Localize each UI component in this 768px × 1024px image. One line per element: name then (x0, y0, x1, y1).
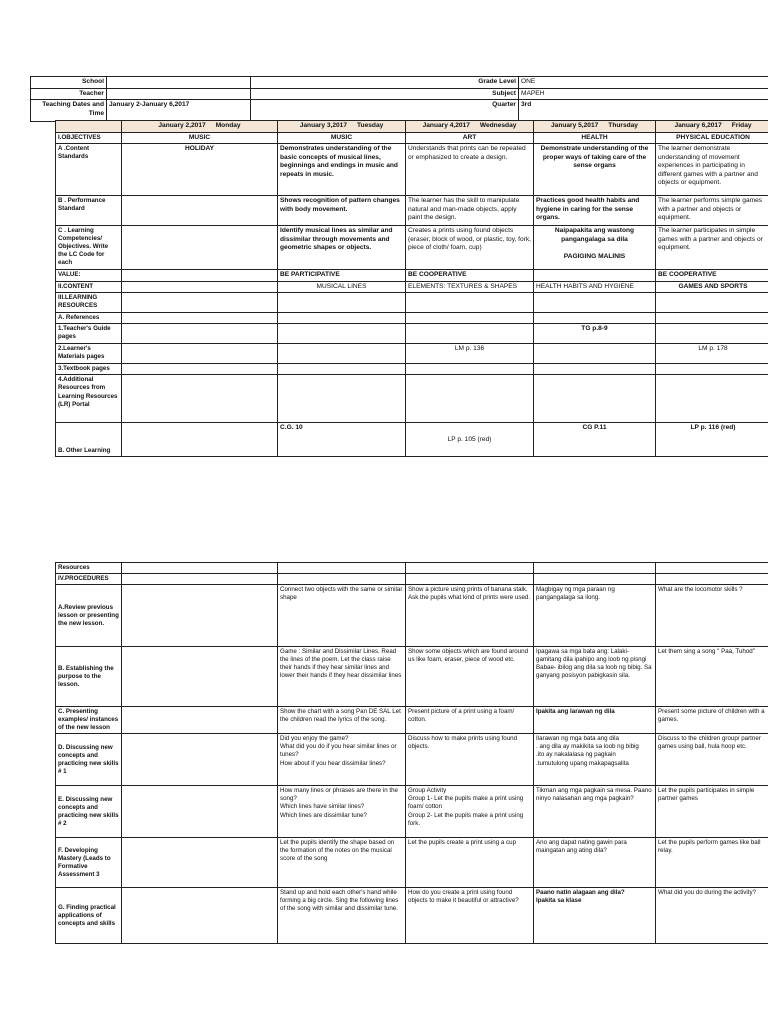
row-cell: Let them sing a song " Paa, Tuhod" (656, 647, 768, 707)
row-cell (406, 563, 534, 574)
row-cell: HOLIDAY (122, 144, 278, 196)
row-cell (406, 293, 534, 313)
row-cell: BE COOPERATIVE (656, 270, 768, 282)
row-cell: TG p.8-9 (534, 324, 656, 344)
row-cell (122, 324, 278, 344)
plan-row (56, 144, 768, 196)
row-cell (534, 344, 656, 364)
grade-label: Grade Level (251, 77, 519, 89)
day-date: January 3,2017 (299, 122, 348, 129)
row-cell: What did you do during the activity? (656, 888, 768, 944)
row-cell: Discuss to the children group/ partner games using ball, hula hoop etc. (656, 734, 768, 786)
row-cell (534, 313, 656, 324)
day-date: January 2,2017 (158, 122, 206, 129)
plan-row (56, 313, 768, 324)
row-cell (656, 324, 768, 344)
row-cell: C.G. 10 (278, 423, 406, 457)
row-cell (278, 293, 406, 313)
grade-value: ONE (519, 77, 768, 89)
row-cell: BE PARTICIPATIVE (278, 270, 406, 282)
row-label: C . Learning Competencies/ Objectives. Write the LC Code for each (56, 226, 122, 270)
row-cell: Group Activity Group 1- Let the pupils make a print using foam/ cotton Group 2- Let the pupils make a print using fork. (406, 786, 534, 838)
row-label: D. Discussing new concepts and practicing new skills # 1 (56, 734, 122, 786)
row-cell (122, 707, 278, 734)
plan-row (56, 132, 768, 144)
row-label: B. Establishing the purpose to the lesson. (56, 647, 122, 707)
row-cell: Demonstrates understanding of the basic concepts of musical lines, beginnings and endings in music and repeats in music. (278, 144, 406, 196)
subject-value: MAPEH (519, 88, 768, 100)
row-cell (278, 375, 406, 423)
day-name: Wednesday (479, 122, 517, 129)
row-cell (534, 375, 656, 423)
row-cell (534, 563, 656, 574)
procedure-row (56, 563, 768, 574)
row-cell (656, 574, 768, 585)
row-label: II.CONTENT (56, 281, 122, 293)
row-cell: Magbigay ng mga paraan ng pangangalaga sa ilong. (534, 585, 656, 647)
dates-value: January 2-January 6,2017 (107, 100, 251, 122)
row-cell: The learner demonstrate understanding of movement experiences in participating in different games with a partner and objects or equipment. (656, 144, 768, 196)
row-cell: Show the chart with a song Pan DE SAL Let the children read the lyrics of the song. (278, 707, 406, 734)
row-cell: HEALTH (534, 132, 656, 144)
row-cell: Shows recognition of pattern changes with body movement. (278, 196, 406, 226)
row-label: G. Finding practical applications of concepts and skills (56, 888, 122, 944)
row-cell: Understands that prints can be repeated or emphasized to create a design. (406, 144, 534, 196)
row-label: III.LEARNING RESOURCES (56, 293, 122, 313)
row-cell: CG P.11 (534, 423, 656, 457)
plan-row (56, 226, 768, 270)
row-label: IV.PROCEDURES (56, 574, 122, 585)
procedure-row (56, 574, 768, 585)
row-cell: Let the pupils perform games like ball relay. (656, 838, 768, 888)
row-cell: Game : Similar and Dissimilar Lines. Read the lines of the poem. Let the class raise their hands if they hear similar lines and lower their hands if they hear dissimilar lines (278, 647, 406, 707)
row-cell: LM p. 178 (656, 344, 768, 364)
day-header-blank (56, 121, 122, 133)
row-cell: The learner participates in simple games with a partner and objects or equipment. (656, 226, 768, 270)
procedure-row (56, 888, 768, 944)
row-cell: GAMES AND SPORTS (656, 281, 768, 293)
day-date: January 5,2017 (551, 122, 599, 129)
row-cell: Stand up and hold each other's hand while forming a big circle. Sing the following lines of the song with similar and dissimilar tune. (278, 888, 406, 944)
row-cell: LP p. 105 (red) (406, 423, 534, 457)
row-label: A .Content Standards (56, 144, 122, 196)
row-label: B. Other Learning (56, 423, 122, 457)
row-cell (278, 344, 406, 364)
row-cell (122, 313, 278, 324)
row-cell (122, 838, 278, 888)
row-cell (534, 364, 656, 375)
plan-row (56, 344, 768, 364)
row-label: I.OBJECTIVES (56, 132, 122, 144)
row-label: 3.Textbook pages (56, 364, 122, 375)
row-cell (122, 734, 278, 786)
row-cell (278, 563, 406, 574)
row-cell: The learner performs simple games with a partner and objects or equipment. (656, 196, 768, 226)
row-cell (656, 563, 768, 574)
row-label: B . Performance Standard (56, 196, 122, 226)
quarter-value: 3rd (519, 100, 768, 122)
row-cell: How do you create a print using found objects to make it beautiful or attractive? (406, 888, 534, 944)
row-label: VALUE: (56, 270, 122, 282)
school-value (107, 77, 251, 89)
day-header-row (56, 121, 768, 133)
row-cell (534, 574, 656, 585)
row-cell (406, 324, 534, 344)
row-cell (122, 585, 278, 647)
row-cell: How many lines or phrases are there in the song? Which lines have similar lines? Which lines are dissimilar tune? (278, 786, 406, 838)
subject-label: Subject (251, 88, 519, 100)
plan-row (56, 324, 768, 344)
day-name: Friday (731, 122, 752, 129)
plan-table-top (55, 120, 768, 457)
row-cell (122, 344, 278, 364)
row-cell (278, 324, 406, 344)
row-cell: MUSIC (122, 132, 278, 144)
day-header-0 (122, 121, 278, 133)
procedure-row (56, 647, 768, 707)
row-cell (534, 293, 656, 313)
row-cell: Let the pupils identify the shape based on the formation of the notes on the musical score of the song (278, 838, 406, 888)
row-cell: The learner has the skill to manipulate natural and man-made objects, apply paint the design. (406, 196, 534, 226)
quarter-label: Quarter (251, 100, 519, 122)
row-label: 4.Additional Resources from Learning Resources (LR) Portal (56, 375, 122, 423)
procedure-row (56, 838, 768, 888)
row-cell (534, 270, 656, 282)
row-cell (122, 786, 278, 838)
row-cell (122, 423, 278, 457)
row-cell: PHYSICAL EDUCATION (656, 132, 768, 144)
row-label: A.Review previous lesson or presenting the new lesson. (56, 585, 122, 647)
row-cell (656, 375, 768, 423)
row-label: E. Discussing new concepts and practicing new skills # 2 (56, 786, 122, 838)
row-cell: Let the pupils create a print using a cup (406, 838, 534, 888)
row-cell: LP p. 116 (red) (656, 423, 768, 457)
day-header-4 (656, 121, 768, 133)
row-label: Resources (56, 563, 122, 574)
row-cell (122, 375, 278, 423)
row-cell (122, 364, 278, 375)
row-label: 2.Learner's Materials pages (56, 344, 122, 364)
row-cell (122, 888, 278, 944)
row-cell: Let the pupils participates in simple partner games (656, 786, 768, 838)
day-header-2 (406, 121, 534, 133)
row-cell: Present some picture of children with a games. (656, 707, 768, 734)
row-cell: Present picture of a print using a foam/ cotton. (406, 707, 534, 734)
plan-row (56, 364, 768, 375)
row-cell: Did you enjoy the game? What did you do if you hear similar lines or tunes? How about if you hear dissimilar lines? (278, 734, 406, 786)
day-date: January 6,2017 (674, 122, 722, 129)
row-cell: HEALTH HABITS AND HYGIENE (534, 281, 656, 293)
row-cell: Identify musical lines as similar and dissimilar through movements and geometric shapes or objects. (278, 226, 406, 270)
row-label: F. Developing Mastery (Leads to Formative Assessment 3 (56, 838, 122, 888)
row-cell (656, 364, 768, 375)
day-name: Thursday (608, 122, 638, 129)
teacher-value (107, 88, 251, 100)
row-cell (122, 574, 278, 585)
row-cell (406, 364, 534, 375)
procedure-row (56, 786, 768, 838)
row-cell: ELEMENTS: TEXTURES & SHAPES (406, 281, 534, 293)
row-cell (656, 293, 768, 313)
row-cell: LM p. 136 (406, 344, 534, 364)
row-label: C. Presenting examples/ instances of the new lesson (56, 707, 122, 734)
row-cell: Tikman ang mga pagkain sa mesa. Paano ninyo nalasahan ang mga pagkain? (534, 786, 656, 838)
row-cell: Naipapakita ang wastong pangangalaga sa dila PAGIGING MALINIS (534, 226, 656, 270)
plan-row (56, 423, 768, 457)
row-cell: Creates a prints using found objects (eraser, block of wood, or plastic, toy, fork, piece of cloth/ foam, cup) (406, 226, 534, 270)
row-cell (122, 270, 278, 282)
row-cell: Show a picture using prints of banana stalk. Ask the pupils what kind of prints were used. (406, 585, 534, 647)
row-cell (278, 313, 406, 324)
row-cell (122, 281, 278, 293)
plan-row (56, 375, 768, 423)
row-cell: Ilarawan ng mga bata ang dila . ang dila ay makikita sa loob ng bibig .ito ay nakalalasa ng pagkain .tumutulong upang makapagsalita (534, 734, 656, 786)
day-date: January 4,2017 (422, 122, 470, 129)
row-label: A. References (56, 313, 122, 324)
row-cell (122, 293, 278, 313)
header-table (30, 76, 768, 122)
row-cell: Discuss how to make prints using found objects. (406, 734, 534, 786)
day-name: Tuesday (357, 122, 384, 129)
plan-row (56, 281, 768, 293)
dates-label: Teaching Dates and Time (31, 100, 107, 122)
row-cell: Demonstrate understanding of the proper ways of taking care of the sense organs (534, 144, 656, 196)
row-cell (278, 364, 406, 375)
row-cell (406, 313, 534, 324)
plan-row (56, 196, 768, 226)
teacher-label: Teacher (31, 88, 107, 100)
row-cell (406, 574, 534, 585)
row-cell: Ano ang dapat nating gawin para maingatan ang ating dila? (534, 838, 656, 888)
procedure-row (56, 585, 768, 647)
row-cell (122, 196, 278, 226)
procedure-row (56, 734, 768, 786)
row-label: 1.Teacher's Guide pages (56, 324, 122, 344)
row-cell (656, 313, 768, 324)
day-header-1 (278, 121, 406, 133)
row-cell: Show some objects which are found around us like foam, eraser, piece of wood etc. (406, 647, 534, 707)
row-cell: Connect two objects with the same or similar shape (278, 585, 406, 647)
row-cell: Practices good health habits and hygiene in caring for the sense organs. (534, 196, 656, 226)
row-cell: MUSIC (278, 132, 406, 144)
row-cell: ART (406, 132, 534, 144)
row-cell (122, 226, 278, 270)
row-cell (122, 647, 278, 707)
row-cell: Ipagawa sa mga bata ang: Lalaki- gamitang dila ipahipo ang loob ng pisngi Babae- ibilog ang dila sa loob ng bibig. Sa ganyang posisyon pabigkasin sila. (534, 647, 656, 707)
row-cell: What are the locomotor skills ? (656, 585, 768, 647)
plan-row (56, 293, 768, 313)
row-cell: MUSICAL LINES (278, 281, 406, 293)
plan-table-bottom (55, 562, 768, 944)
day-header-3 (534, 121, 656, 133)
plan-row (56, 270, 768, 282)
procedure-row (56, 707, 768, 734)
school-label: School (31, 77, 107, 89)
day-name: Monday (215, 122, 241, 129)
row-cell: BE COOPERATIVE (406, 270, 534, 282)
row-cell (406, 375, 534, 423)
row-cell: Paano natin alagaan ang dila? Ipakita sa klase (534, 888, 656, 944)
row-cell (278, 574, 406, 585)
row-cell (122, 563, 278, 574)
row-cell: Ipakita ang larawan ng dila (534, 707, 656, 734)
